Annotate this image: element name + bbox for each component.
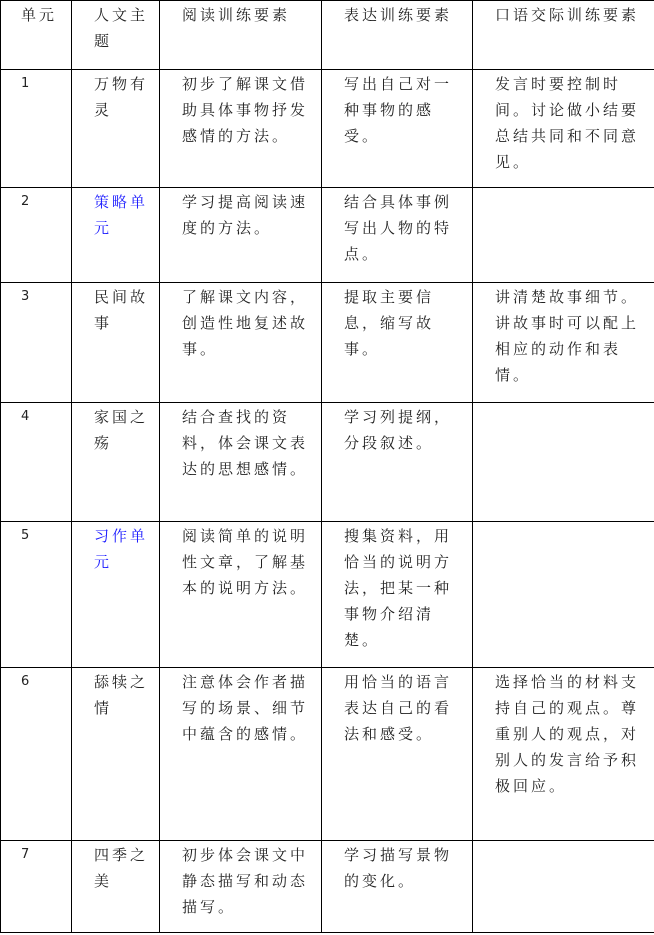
reading-cell: 初步了解课文借助具体事物抒发感情的方法。: [160, 70, 322, 188]
table-row: [1, 70, 654, 188]
unit-cell: 4: [1, 403, 72, 522]
oral-cell: [473, 841, 654, 933]
header-row: [1, 1, 654, 70]
expression-cell: 写出自己对一种事物的感受。: [322, 70, 473, 188]
table-row: [1, 668, 654, 841]
reading-cell: 初步体会课文中静态描写和动态描写。: [160, 841, 322, 933]
theme-cell: 民间故事: [72, 283, 160, 403]
theme-cell: 舔犊之情: [72, 668, 160, 841]
theme-cell: 家国之殇: [72, 403, 160, 522]
header-oral: 口语交际训练要素: [473, 1, 654, 70]
table-row: [1, 403, 654, 522]
reading-cell: 了解课文内容，创造性地复述故事。: [160, 283, 322, 403]
unit-cell: 2: [1, 188, 72, 283]
expression-cell: 搜集资料，用恰当的说明方法，把某一种事物介绍清楚。: [322, 522, 473, 668]
oral-cell: 讲清楚故事细节。讲故事时可以配上相应的动作和表情。: [473, 283, 654, 403]
theme-cell: 万物有灵: [72, 70, 160, 188]
expression-cell: 结合具体事例写出人物的特点。: [322, 188, 473, 283]
oral-cell: [473, 188, 654, 283]
expression-cell: 学习描写景物的变化。: [322, 841, 473, 933]
header-unit: 单元: [1, 1, 72, 70]
oral-cell: 选择恰当的材料支持自己的观点。尊重别人的观点，对别人的发言给予积极回应。: [473, 668, 654, 841]
reading-cell: 注意体会作者描写的场景、细节中蕴含的感情。: [160, 668, 322, 841]
oral-cell: [473, 403, 654, 522]
theme-cell: 习作单元: [72, 522, 160, 668]
unit-cell: 1: [1, 70, 72, 188]
unit-cell: 5: [1, 522, 72, 668]
unit-cell: 7: [1, 841, 72, 933]
header-expression: 表达训练要素: [322, 1, 473, 70]
reading-cell: 学习提高阅读速度的方法。: [160, 188, 322, 283]
theme-cell: 四季之美: [72, 841, 160, 933]
unit-cell: 6: [1, 668, 72, 841]
oral-cell: 发言时要控制时间。讨论做小结要总结共同和不同意见。: [473, 70, 654, 188]
table-row: [1, 841, 654, 933]
expression-cell: 用恰当的语言表达自己的看法和感受。: [322, 668, 473, 841]
oral-cell: [473, 522, 654, 668]
expression-cell: 提取主要信息，缩写故事。: [322, 283, 473, 403]
table-row: [1, 522, 654, 668]
header-theme: 人文主题: [72, 1, 160, 70]
table-row: [1, 283, 654, 403]
table-row: [1, 188, 654, 283]
header-reading: 阅读训练要素: [160, 1, 322, 70]
expression-cell: 学习列提纲，分段叙述。: [322, 403, 473, 522]
unit-cell: 3: [1, 283, 72, 403]
reading-cell: 阅读简单的说明性文章，了解基本的说明方法。: [160, 522, 322, 668]
theme-cell: 策略单元: [72, 188, 160, 283]
reading-cell: 结合查找的资料，体会课文表达的思想感情。: [160, 403, 322, 522]
